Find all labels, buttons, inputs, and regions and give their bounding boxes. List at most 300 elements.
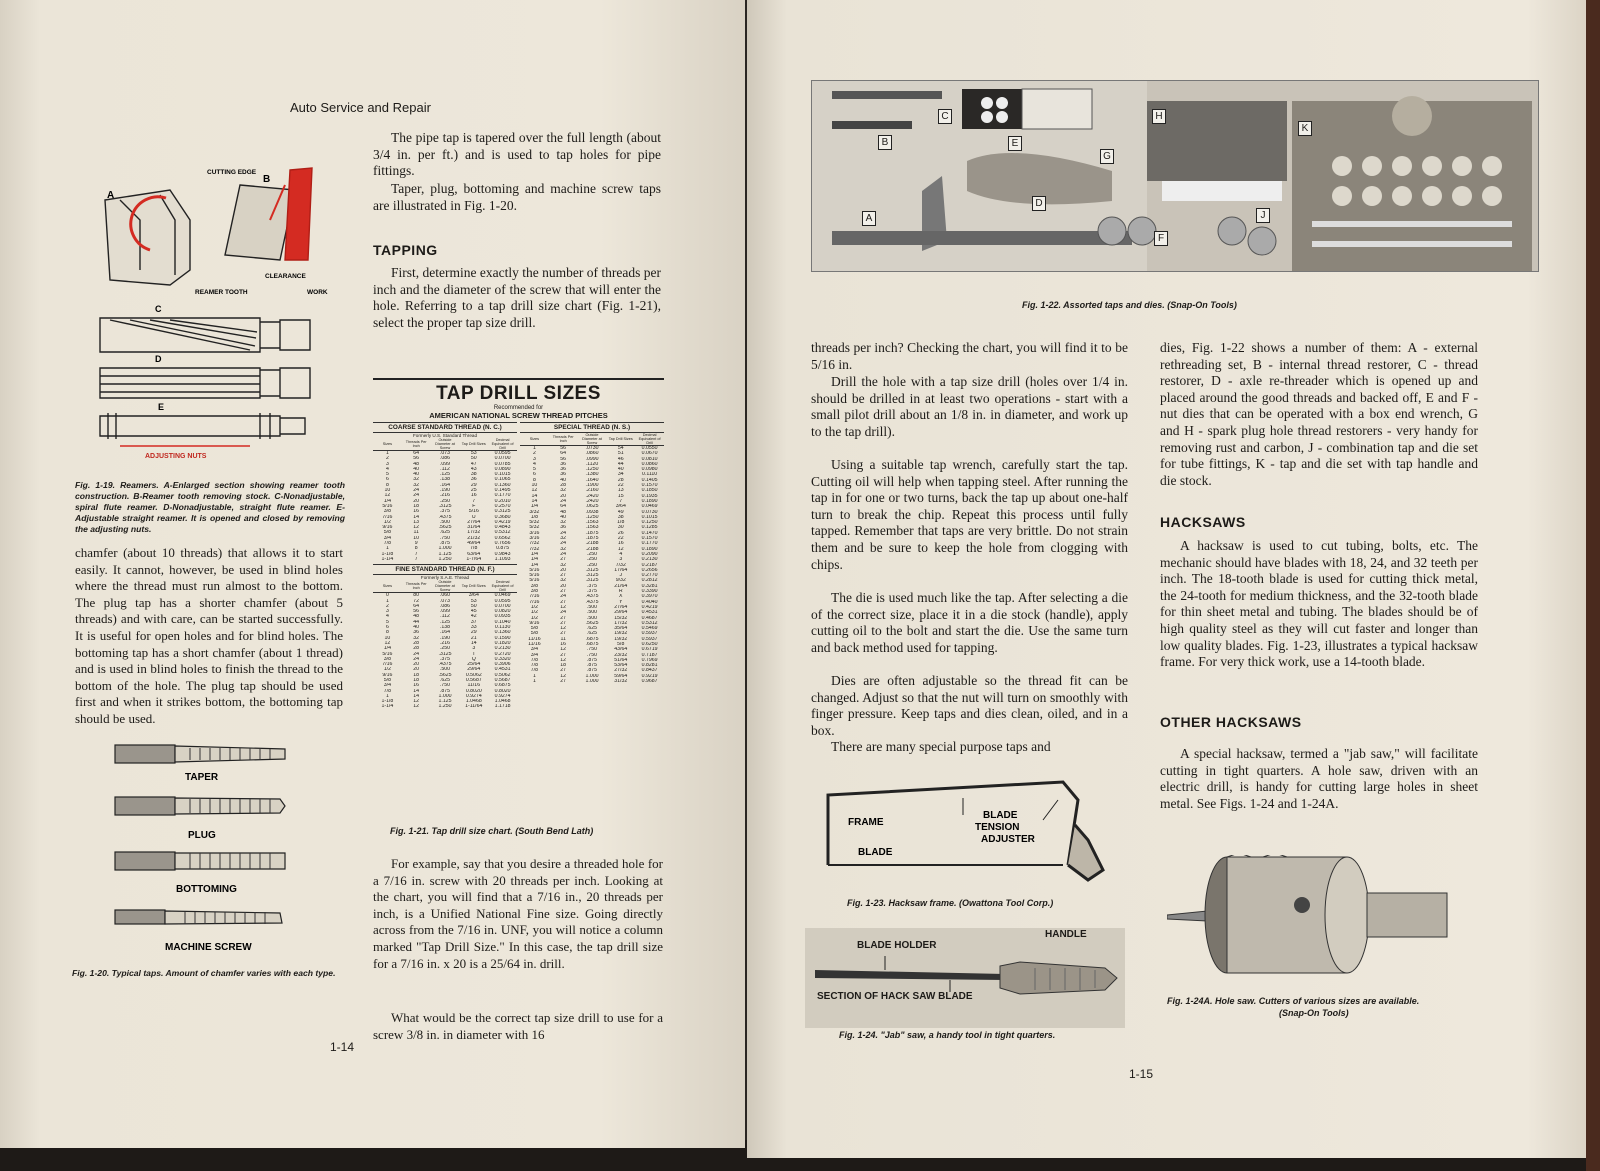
table-cell: 1-1/4: [381, 556, 394, 562]
fig19-label-d: D: [155, 354, 162, 364]
table-cell: 18: [413, 677, 420, 683]
table-cell: 7/16: [382, 514, 393, 520]
table-cell: 0.0810: [641, 456, 658, 462]
table-cell: 10: [384, 488, 391, 494]
standard-threads-table: [373, 422, 517, 710]
column-header: Threads Per Inch: [552, 435, 574, 443]
table-cell: 0.2010: [494, 498, 511, 504]
table-cell: 0.5312: [494, 530, 511, 536]
table-cell: 27/32: [614, 668, 628, 674]
table-cell: 48: [413, 461, 420, 467]
table-cell: 8: [385, 630, 389, 636]
table-cell: 2: [385, 456, 389, 462]
table-cell: 3/8: [530, 589, 538, 595]
table-cell: 28: [413, 646, 420, 652]
taps-illustrated-paragraph: Taper, plug, bottoming and machine screw taps are illustrated in Fig. 1-20.: [373, 181, 661, 213]
table-cell: 38: [617, 514, 624, 520]
fig22-label-e: E: [1008, 136, 1022, 151]
column-header: Outside Diameter at Screw: [582, 433, 602, 445]
table-cell: 53/64: [614, 663, 628, 669]
table-cell: 36: [560, 467, 567, 473]
fig22-label-c: C: [938, 109, 952, 124]
table-cell: 0.1590: [494, 635, 511, 641]
table-cell: 59/64: [614, 673, 628, 679]
table-cell: .875: [586, 663, 598, 669]
table-cell: 54: [617, 446, 624, 451]
machine-screw-label: MACHINE SCREW: [165, 942, 252, 953]
table-cell: 11/16: [528, 636, 541, 642]
fig21-caption: Fig. 1-21. Tap drill size chart. (South Bend Lath): [390, 826, 594, 836]
table-cell: 1/2: [530, 604, 538, 610]
table-cell: .2420: [585, 498, 599, 504]
hacksaw-frame-figure: [813, 770, 1113, 885]
fig20-caption: Fig. 1-20. Typical taps. Amount of chamfer varies with each type.: [72, 968, 336, 978]
table-cell: 3: [619, 557, 623, 563]
table-cell: .216: [439, 640, 451, 646]
table-cell: 0.4219: [494, 519, 511, 525]
table-cell: 4: [385, 614, 389, 620]
table-cell: 0.5062: [465, 672, 482, 678]
table-cell: 20: [560, 583, 567, 589]
table-cell: 0.5469: [641, 626, 658, 632]
fig24a-caption-2: (Snap-On Tools): [1279, 1008, 1349, 1018]
table-cell: 1-1/4: [381, 704, 394, 710]
table-cell: 22: [617, 483, 624, 489]
table-cell: 0.6250: [641, 641, 658, 647]
typical-taps-figure: [110, 740, 290, 965]
table-cell: 12: [413, 704, 420, 710]
table-cell: .3125: [438, 651, 452, 657]
table-cell: 0.4843: [494, 525, 511, 531]
table-cell: 0.3281: [641, 583, 658, 589]
table-cell: 24: [413, 493, 420, 499]
table-cell: .2160: [585, 488, 599, 494]
table-cell: 0.1285: [641, 525, 658, 531]
fig19-work: WORK: [307, 289, 328, 296]
table-cell: 32: [560, 562, 567, 568]
table-cell: 3: [385, 609, 389, 615]
table-cell: 9/16: [529, 620, 540, 626]
table-cell: 25: [470, 488, 477, 494]
table-cell: 0.3906: [494, 662, 511, 668]
table-cell: 1/4: [383, 498, 391, 504]
table-cell: 47: [470, 461, 477, 467]
table-cell: R: [618, 589, 623, 595]
table-cell: .1120: [585, 461, 599, 467]
chart-recommended: Recommended for: [493, 405, 544, 411]
table-cell: 34: [617, 472, 624, 478]
table-cell: 40: [413, 466, 420, 472]
table-cell: 32: [560, 520, 567, 526]
table-cell: 1/2: [383, 519, 391, 525]
table-cell: 24: [560, 541, 567, 547]
table-cell: 0.1130: [494, 625, 511, 631]
table-cell: 5/8: [530, 626, 538, 632]
table-cell: 1.000: [438, 546, 452, 552]
table-cell: 0.3970: [641, 594, 658, 600]
table-cell: 0.2770: [641, 573, 658, 579]
table-cell: 48: [413, 614, 420, 620]
table-cell: 0.1015: [494, 472, 511, 478]
table-cell: 0.3680: [494, 514, 511, 520]
table-cell: 0.9687: [641, 679, 658, 685]
table-cell: 1/4: [530, 504, 538, 510]
fig22-label-g: G: [1100, 149, 1114, 164]
table-cell: .086: [439, 456, 451, 462]
table-cell: 0.1770: [641, 541, 658, 547]
right-page-number: 1-15: [1129, 1067, 1154, 1081]
fig22-label-a: A: [862, 211, 876, 226]
table-cell: 28: [617, 477, 624, 483]
table-cell: .3125: [438, 503, 452, 509]
table-cell: 0.6562: [494, 535, 511, 541]
other-hacksaws-paragraph: A special hacksaw, termed a "jab saw," will facilitate cutting in tight quarters. A hole saw, driven with an electric drill, is handy for cutting large holes in sheet metal. See Figs. 1-24 and 1-24A.: [1160, 746, 1478, 811]
fig24a-caption-1: Fig. 1-24A. Hole saw. Cutters of various sizes are available.: [1167, 996, 1420, 1006]
table-cell: 32: [560, 536, 567, 542]
table-cell: .099: [439, 609, 451, 615]
table-cell: 17/64: [614, 567, 628, 573]
table-cell: 14: [470, 640, 477, 646]
blade-tension-label-1: BLADE: [983, 810, 1018, 821]
table-cell: 1/4: [383, 646, 391, 652]
table-cell: .250: [586, 562, 598, 568]
table-cell: 20: [560, 567, 567, 573]
blade-tension-label-3: ADJUSTER: [981, 834, 1035, 845]
table-cell: 14: [413, 688, 420, 694]
table-cell: .6875: [585, 636, 599, 642]
table-cell: 7/32: [615, 562, 626, 568]
fig19-label-e: E: [158, 402, 165, 412]
table-cell: 0.9274: [465, 693, 482, 699]
table-cell: 12: [560, 657, 567, 663]
table-cell: .138: [439, 477, 451, 483]
table-cell: Q: [471, 656, 476, 662]
column-header: Outside Diameter at Screw: [435, 438, 455, 450]
table-cell: .5625: [438, 525, 452, 531]
table-cell: 5/32: [529, 520, 540, 526]
table-cell: 3: [385, 461, 389, 467]
table-cell: 1: [385, 598, 389, 604]
table-cell: .0625: [585, 504, 599, 510]
table-cell: 0.5312: [641, 620, 658, 626]
table-cell: 14: [531, 498, 538, 504]
table-cell: 56: [560, 456, 567, 462]
table-cell: 0.1495: [494, 488, 511, 494]
table-cell: 0.2187: [641, 562, 658, 568]
table-cell: 0.1570: [641, 483, 658, 489]
fig22-label-f: F: [1154, 231, 1168, 246]
table-cell: 0.1065: [494, 477, 511, 483]
hacksaws-heading: HACKSAWS: [1160, 514, 1246, 530]
fig19-label-b: B: [263, 174, 271, 185]
table-cell: .250: [439, 646, 451, 652]
table-cell: .2188: [585, 546, 599, 552]
table-cell: 31/64: [467, 525, 481, 531]
table-cell: .4375: [585, 594, 599, 600]
table-cell: .1250: [585, 514, 599, 520]
table-cell: 43/64: [614, 647, 628, 653]
table-cell: 7/16: [382, 662, 393, 668]
table-cell: 27/64: [467, 519, 481, 525]
table-cell: .0860: [585, 451, 599, 457]
table-cell: 5: [385, 472, 389, 478]
table-cell: 0.8281: [641, 663, 658, 669]
table-cell: 40: [560, 477, 567, 483]
blade-holder-label: BLADE HOLDER: [857, 940, 937, 951]
table-cell: 1/2: [530, 610, 538, 616]
table-cell: 0.1570: [641, 536, 658, 542]
table-cell: 0.1040: [494, 619, 511, 625]
table-cell: 0.2090: [641, 551, 658, 557]
table-cell: 27: [560, 557, 567, 563]
table-cell: 28: [560, 483, 567, 489]
table-cell: 24: [413, 651, 420, 657]
table-cell: 1/2: [530, 615, 538, 621]
table-cell: 49: [617, 509, 624, 515]
table-cell: .375: [439, 656, 451, 662]
table-cell: 31/32: [614, 679, 628, 685]
table-cell: 32: [560, 546, 567, 552]
table-cell: 12: [531, 488, 538, 494]
fig19-caption: Fig. 1-19. Reamers. A-Enlarged section showing reamer tooth construction. B-Reamer tooth removing stock. C-Nonadjustable, spiral flute reamer. D-Nonadjustable, straight flute reamer. E-Adjustable straight reamer. It is opened and closed by removing the adjusting nuts.: [75, 480, 345, 534]
table-cell: 50: [470, 603, 477, 609]
running-head: Auto Service and Repair: [290, 100, 431, 115]
table-cell: 1-1/8: [381, 551, 394, 557]
table-cell: .073: [439, 451, 451, 456]
fine-column-headers: [373, 580, 517, 593]
table-cell: .2188: [585, 541, 599, 547]
column-header: Decimal Equivalent of Drill: [638, 433, 661, 445]
table-cell: 1.000: [585, 679, 599, 685]
table-cell: 24: [560, 551, 567, 557]
table-cell: 1: [385, 693, 389, 699]
table-cell: 5: [385, 619, 389, 625]
fig22-label-d: D: [1032, 196, 1046, 211]
table-cell: 7/8: [530, 668, 538, 674]
table-cell: 40: [560, 514, 567, 520]
table-cell: 0.2812: [641, 578, 658, 584]
table-cell: Y: [619, 599, 623, 605]
coarse-title: COARSE STANDARD THREAD (N. C.): [373, 423, 517, 433]
taper-label: TAPER: [185, 772, 219, 783]
handle-label: HANDLE: [1045, 929, 1087, 940]
table-cell: .250: [586, 557, 598, 563]
column-header: Tap Drill Sizes: [461, 584, 486, 589]
table-cell: 21/64: [614, 583, 628, 589]
table-cell: 64: [560, 504, 567, 510]
pipe-tap-paragraph: The pipe tap is tapered over the full length (about 3/4 in. per ft.) and is used to tap holes for pipe fittings.: [373, 130, 661, 179]
table-cell: 0.0469: [494, 593, 511, 599]
table-cell: 5/16: [382, 503, 393, 509]
table-cell: 16: [413, 509, 420, 515]
table-cell: 0.3390: [641, 589, 658, 595]
table-cell: 32: [560, 578, 567, 584]
table-cell: 4: [619, 551, 623, 557]
assorted-taps-dies-photo: [811, 80, 1539, 272]
table-cell: 27: [560, 679, 567, 685]
table-cell: 32: [413, 477, 420, 483]
table-cell: 5/16: [468, 509, 479, 515]
table-cell: 20: [560, 493, 567, 499]
table-cell: .1380: [585, 472, 599, 478]
fig22-label-k: K: [1298, 121, 1312, 136]
bottoming-label: BOTTOMING: [176, 884, 237, 895]
table-cell: 6: [385, 477, 389, 483]
fig22-description-paragraph: dies, Fig. 1-22 shows a number of them: A - external rethreading set, B - internal thread restorer, C - thread restorer, D - axle re-threader which is opened up and placed around the good threads and backed off, E and F - nut dies that can be operated with a box end wrench, G and H - spark plug hole thread restorers - very handy for removing rust and carbon, J - combination tap and die set for tube fittings, K - tap and die set with tap handle and die stock.: [1160, 340, 1478, 488]
table-cell: 29: [470, 482, 477, 488]
table-cell: .1640: [585, 477, 599, 483]
chart-subtitle: AMERICAN NATIONAL SCREW THREAD PITCHES: [429, 411, 608, 420]
table-cell: 16: [560, 641, 567, 647]
table-cell: 0.0890: [494, 466, 511, 472]
table-cell: .1563: [585, 520, 599, 526]
table-cell: 3/64: [615, 504, 626, 510]
table-cell: 20: [413, 667, 420, 673]
table-cell: .0938: [585, 509, 599, 515]
table-cell: 20: [413, 662, 420, 668]
table-cell: 1: [385, 451, 389, 456]
table-cell: 0.8437: [641, 668, 658, 674]
table-cell: 30: [617, 525, 624, 531]
table-cell: 11/16: [467, 683, 481, 689]
column-header: Tap Drill Sizes: [461, 442, 486, 446]
table-cell: 1.0468: [465, 699, 482, 705]
table-cell: 0.2720: [494, 651, 511, 657]
table-cell: 3/4: [530, 647, 538, 653]
fig19-cutting-edge: CUTTING EDGE: [207, 169, 257, 176]
table-cell: 43: [470, 466, 477, 472]
table-cell: .0990: [585, 456, 599, 462]
reamers-figure: [80, 160, 350, 465]
table-cell: 80: [413, 593, 420, 599]
table-cell: .750: [439, 683, 451, 689]
table-cell: 53: [470, 451, 477, 456]
table-cell: 2: [385, 603, 389, 609]
special-rows: [520, 446, 664, 684]
fine-rows: [373, 593, 517, 710]
table-cell: 27: [560, 620, 567, 626]
table-cell: .3125: [585, 578, 599, 584]
table-cell: 0.4531: [641, 610, 658, 616]
adjustable-dies-paragraph: Dies are often adjustable so the thread fit can be changed. Adjust so that the nut will turn on smoothly with finger pressure. Keep taps and dies clean, oiled, and in a box.: [811, 673, 1128, 738]
table-cell: 3: [472, 646, 476, 652]
table-cell: 7/8: [383, 541, 391, 547]
table-cell: .2420: [585, 493, 599, 499]
tapping-paragraph: First, determine exactly the number of threads per inch and the diameter of the screw that will enter the hole. Referring to a tap drill size chart (Fig. 1-21), select the proper tap size drill.: [373, 265, 661, 330]
table-cell: 36: [560, 461, 567, 467]
special-column-headers: [520, 433, 664, 446]
table-cell: 1: [532, 679, 536, 685]
table-cell: 0.0469: [641, 504, 658, 510]
fig19-label-c: C: [155, 304, 162, 314]
table-cell: 1.125: [438, 699, 452, 705]
table-cell: .112: [440, 614, 450, 620]
table-cell: 9/16: [382, 525, 393, 531]
table-cell: 12: [560, 604, 567, 610]
table-cell: 12: [413, 699, 420, 705]
table-cell: 0.5062: [494, 672, 511, 678]
table-cell: 45: [470, 609, 477, 615]
table-cell: 2: [532, 451, 536, 457]
table-cell: 1.1093: [494, 556, 511, 562]
fig19-reamer-tooth: REAMER TOOTH: [195, 289, 248, 296]
table-cell: .4375: [438, 662, 452, 668]
table-cell: 50: [470, 456, 477, 462]
table-cell: 27: [560, 668, 567, 674]
table-cell: 3/16: [529, 536, 540, 542]
table-row: [373, 557, 517, 562]
table-cell: .875: [439, 688, 451, 694]
table-cell: 0.0700: [494, 603, 511, 609]
table-cell: 0.0550: [641, 446, 658, 451]
table-cell: 0.1820: [494, 640, 511, 646]
table-cell: 5/8: [383, 530, 391, 536]
table-cell: 13: [617, 488, 624, 494]
table-cell: 1: [532, 446, 536, 451]
table-cell: 7/32: [529, 546, 540, 552]
table-cell: 27: [560, 631, 567, 637]
table-cell: 16: [413, 683, 420, 689]
cover-edge: [1586, 0, 1600, 1171]
table-cell: 0.1250: [641, 520, 658, 526]
table-cell: 29: [470, 630, 477, 636]
table-cell: 0.5687: [494, 677, 511, 683]
table-cell: .1875: [585, 530, 599, 536]
table-cell: 0.2656: [641, 567, 658, 573]
table-cell: 0.1405: [641, 477, 658, 483]
table-cell: .750: [586, 652, 598, 658]
table-cell: 5/8: [617, 641, 625, 647]
table-cell: 36: [560, 525, 567, 531]
table-cell: 0.4531: [494, 667, 511, 673]
table-cell: 11: [560, 636, 566, 642]
table-cell: 12: [617, 546, 624, 552]
table-cell: .625: [586, 626, 598, 632]
table-cell: 18: [413, 672, 420, 678]
table-cell: 0.1110: [642, 472, 658, 478]
fig22-label-j: J: [1256, 208, 1270, 223]
coarse-subtitle: Formerly U.S. Standard Thread: [413, 433, 477, 438]
column-header: Decimal Equivalent of Drill: [491, 438, 514, 450]
table-cell: .4375: [585, 599, 599, 605]
table-cell: 36: [413, 630, 420, 636]
table-cell: .073: [439, 598, 451, 604]
table-cell: 0.0860: [641, 461, 658, 467]
table-cell: 7/8: [530, 663, 538, 669]
table-cell: 3/8: [383, 656, 391, 662]
blade-label: BLADE: [858, 847, 893, 858]
table-cell: 27/64: [614, 604, 628, 610]
table-cell: 11: [413, 530, 419, 536]
table-cell: .0730: [585, 446, 599, 451]
table-cell: .086: [439, 603, 451, 609]
table-cell: 0.2130: [641, 557, 658, 563]
blade-tension-label-2: TENSION: [975, 822, 1020, 833]
table-cell: 0.5937: [641, 636, 658, 642]
tap-drill-size-chart: [373, 378, 664, 814]
table-cell: 9: [414, 541, 418, 547]
fig22-label-h: H: [1152, 109, 1166, 124]
table-cell: 0.1850: [641, 488, 658, 494]
table-cell: 0.0730: [641, 509, 658, 515]
table-cell: 3/8: [530, 583, 538, 589]
die-paragraph: The die is used much like the tap. After selecting a die of the correct size, place it in a die stock (handle), apply cutting oil to the bolt and start the die. Use the same turn and back method used for tapping.: [811, 590, 1128, 655]
table-cell: .6875: [585, 641, 599, 647]
table-cell: 7/32: [529, 541, 540, 547]
table-cell: .216: [439, 493, 451, 499]
table-cell: .4375: [438, 514, 452, 520]
table-cell: .500: [586, 615, 598, 621]
